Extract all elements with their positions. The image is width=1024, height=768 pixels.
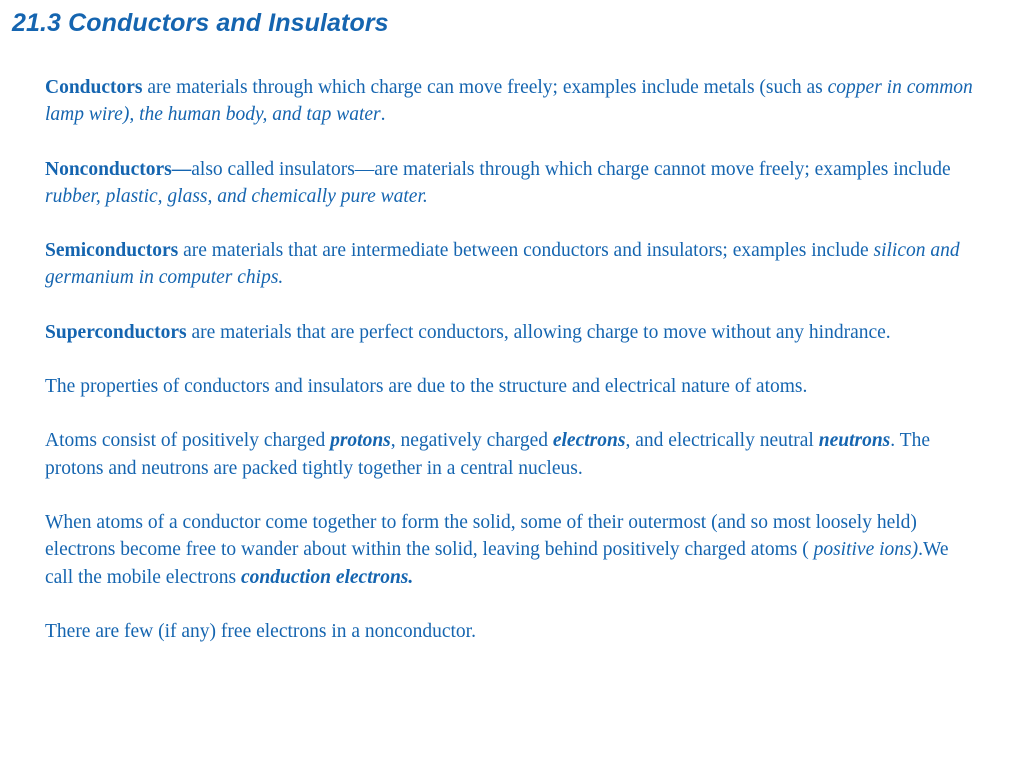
term-conductors: Conductors (45, 77, 143, 98)
paragraph-conductors (45, 74, 975, 129)
conductors-examples: copper in common lamp wire), the human body, and tap water (45, 77, 973, 126)
slide-body (45, 74, 975, 672)
nonconductors-examples: rubber, plastic, glass, and chemically pure water. (45, 185, 428, 207)
term-positive-ions: positive ions) (813, 539, 919, 561)
superconductors-text: are materials that are perfect conductors, allowing charge to move without any hindrance. (186, 321, 891, 343)
atoms-text-2: , negatively charged (390, 430, 553, 452)
nonconductors-text: also called insulators—are materials through which charge cannot move freely; examples include (191, 158, 951, 180)
term-conduction-electrons: conduction electrons. (241, 566, 414, 588)
conductors-text: are materials through which charge can move freely; examples include metals (such as (142, 77, 828, 98)
conduction-text-1: When atoms of a conductor come together to form the solid, some of their outermost (and so most loosely held) electrons become free to wander about within the solid, leaving behind positively charged atoms ( (45, 511, 917, 561)
paragraph-superconductors (45, 319, 975, 346)
slide-title: 21.3 Conductors and Insulators (12, 9, 389, 37)
atoms-text-3: , and electrically neutral (625, 430, 819, 452)
semiconductors-examples: silicon and germanium in computer chips. (45, 240, 960, 289)
term-superconductors: Superconductors (45, 321, 187, 343)
term-semiconductors: Semiconductors (45, 240, 179, 262)
paragraph-nonconductor-electrons: There are few (if any) free electrons in a nonconductor. (45, 620, 476, 642)
term-protons: protons (330, 430, 391, 452)
atoms-text-4: . The protons and neutrons are packed tightly together in a central nucleus. (45, 430, 930, 479)
term-electrons: electrons (552, 430, 626, 452)
paragraph-atoms (45, 427, 975, 482)
paragraph-properties: The properties of conductors and insulators are due to the structure and electrical nature of atoms. (45, 376, 808, 398)
paragraph-nonconductors (45, 156, 975, 211)
atoms-text-1: Atoms consist of positively charged (45, 430, 331, 452)
conductors-end: . (380, 104, 386, 126)
semiconductors-text: are materials that are intermediate between conductors and insulators; examples include (178, 240, 874, 262)
paragraph-semiconductors (45, 237, 975, 292)
conduction-text-2: .We call the mobile electrons (45, 539, 949, 588)
term-nonconductors: Nonconductors— (45, 158, 192, 180)
paragraph-conduction-electrons (45, 509, 975, 591)
term-neutrons: neutrons (818, 430, 891, 452)
